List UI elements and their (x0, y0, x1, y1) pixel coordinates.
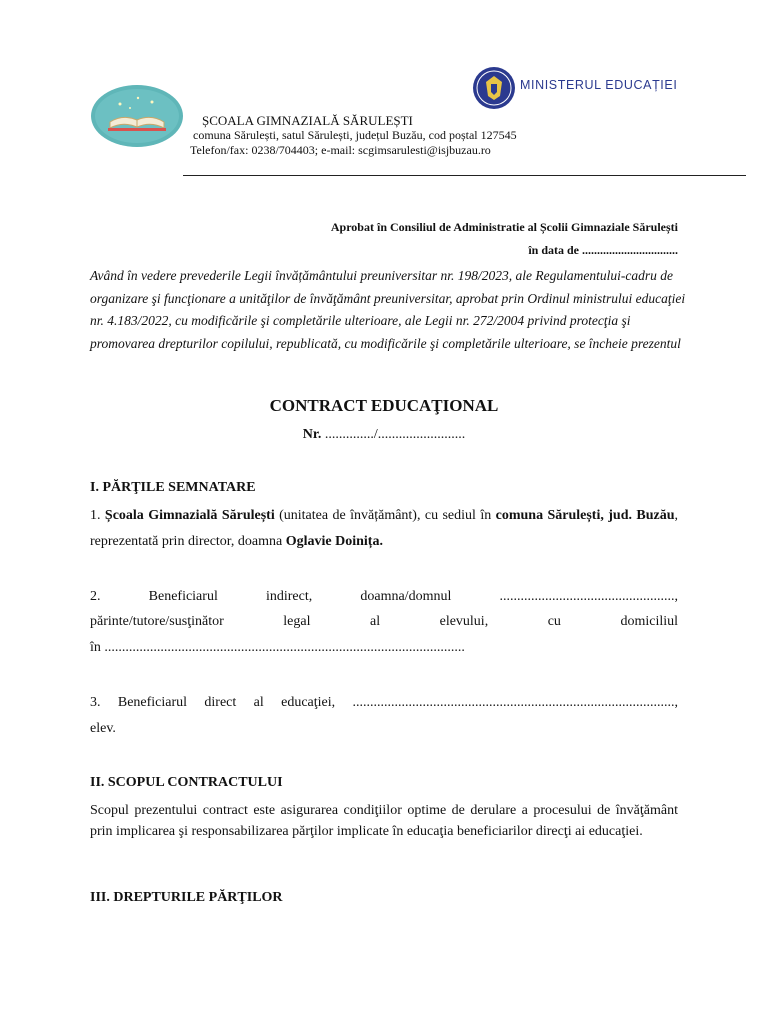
scope-paragraph: Scopul prezentului contract este asigurarea condiţiilor optime de derulare a procesului de învăţământ prin implicarea şi responsabilizarea părţilor implicate în educaţia beneficiarilor direcţi ai educaţiei. (90, 803, 678, 839)
party-1-after: , reprezentată prin director, doamna (90, 508, 679, 549)
government-seal-icon (472, 66, 516, 110)
school-contact: Telefon/fax: 0238/704403; e-mail: scgimsarulesti@isjbuzau.ro (190, 143, 491, 157)
party-1-mid: (unitatea de învățământ), cu sediul în (274, 508, 496, 523)
contract-number (0, 427, 768, 443)
intro-paragraph: Având în vedere prevederile Legii învățământului preuniversitar nr. 198/2023, ale Regulamentului-cadru de organizare şi funcţionare a unităţilor de învăţământ preuniversitar, aprobat prin Ordinul ministrului educaţiei nr. 4.183/2022, cu modificările şi completările ulterioare, ale Legii nr. 272/2004 privind protecţia şi promovarea drepturilor copilului, republicată, cu modificările şi completările ulterioare, se încheie prezentul (90, 268, 686, 351)
contract-title: CONTRACT EDUCAŢIONAL (269, 396, 499, 415)
section-3-heading: III. DREPTURILE PĂRŢILOR (90, 890, 283, 905)
section-2-heading: II. SCOPUL CONTRACTULUI (90, 775, 283, 790)
party-2-line-3: în ....................................................................................................... (90, 640, 465, 655)
party-1-location: comuna Sărulești, jud. Buzău (495, 508, 675, 523)
school-logo (90, 84, 184, 148)
contract-number-label: Nr. (302, 427, 322, 442)
ministry-logo (472, 66, 692, 110)
book-logo-icon (90, 84, 184, 148)
school-name: ȘCOALA GIMNAZIALĂ SĂRULEȘTI (202, 113, 413, 128)
contract-number-value: ............../......................... (321, 427, 466, 442)
party-2-line-1: 2. Beneficiarul indirect, doamna/domnul .................................................., (90, 589, 678, 604)
approval-block (331, 216, 678, 262)
approval-line: Aprobat în Consiliul de Administratie al Școlii Gimnaziale Sărulești (330, 220, 678, 234)
header-divider (183, 175, 746, 176)
party-3-line-2: elev. (90, 721, 116, 736)
ministry-name: MINISTERUL EDUCAȚIEI (520, 78, 678, 92)
party-3-line-1: 3. Beneficiarul direct al educaţiei, ............................................................................................, (90, 695, 678, 710)
approval-date-line: în data de ................................ (528, 243, 678, 257)
party-1-school: Școala Gimnazială Sărulești (104, 508, 275, 523)
section-1-heading: I. PĂRŢILE SEMNATARE (90, 480, 256, 495)
party-2-line-2: părinte/tutore/susţinător legal al elevului, cu domiciliul (90, 614, 678, 629)
party-1-prefix: 1. (90, 508, 105, 523)
school-address: comuna Sărulești, satul Sărulești, județul Buzău, cod poștal 127545 (193, 128, 517, 142)
party-1-paragraph (90, 503, 678, 555)
party-1-director: Oglavie Doinița. (285, 534, 383, 549)
